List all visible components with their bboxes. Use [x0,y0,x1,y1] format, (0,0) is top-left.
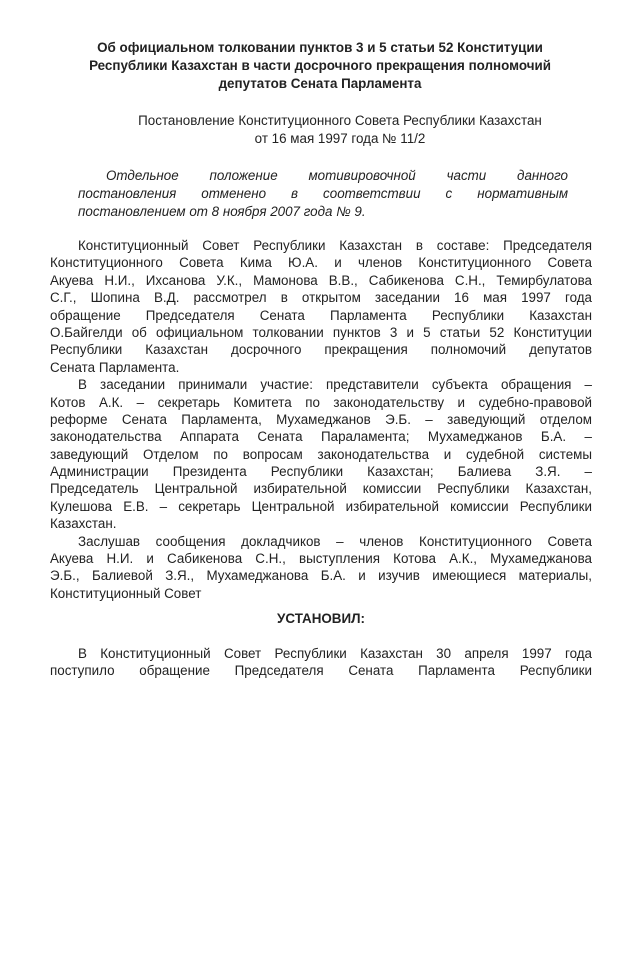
paragraph-line: Сената Парламента. [50,359,180,375]
paragraph-line: Конституционного Совета Кима Ю.А. и членов Конституционного Совета [50,255,592,271]
paragraph-line: заведующий Отделом по вопросам законодательства и судебной системы [50,446,592,462]
amendment-note [78,167,568,221]
paragraph-line: Акуева Н.И., Ихсанова У.К., Мамонова В.В., Сабикенова С.Н., Темирбулатова [50,272,592,288]
paragraph-line: Котов А.К. – секретарь Комитета по законодательству и судебно-правовой [50,394,592,410]
paragraph-line: обращение Председателя Сената Парламента Республики Казахстан [50,307,592,323]
paragraph-line: Заслушав сообщения докладчиков – членов Конституционного Совета [78,533,592,549]
note-line: Отдельное положение мотивировочной части данного [106,168,568,183]
paragraph-line: Конституционный Совет [50,585,202,601]
paragraph-line: реформе Сената Парламента, Мухамеджанов Э.Б. – заведующий отделом [50,411,592,427]
paragraph-line: Кулешова Е.В. – секретарь Центральной избирательной комиссии Республики [50,498,592,514]
title-line: Республики Казахстан в части досрочного прекращения полномочий [89,58,551,73]
paragraph-line: В заседании принимали участие: представители субъекта обращения – [78,377,592,393]
paragraph-line: Администрации Президента Республики Казахстан; Балиева З.Я. – [50,464,592,480]
document-title [40,39,600,93]
resolution-subtitle [60,112,620,148]
subtitle-line: от 16 мая 1997 года № 11/2 [254,131,426,146]
document-body [50,237,592,680]
paragraph-line: Акуева Н.И. и Сабикенова С.Н., выступления Котова А.К., Мухамеджанова [50,551,592,567]
paragraph [50,533,592,603]
section-heading: УСТАНОВИЛ: [277,611,365,627]
paragraph [50,376,592,533]
paragraph-line: Э.Б., Балиевой З.Я., Мухамеджанова Б.А. и изучив имеющиеся материалы, [50,568,592,584]
paragraph-line: В Конституционный Совет Республики Казахстан 30 апреля 1997 года [78,646,592,661]
title-line: депутатов Сената Парламента [218,76,422,91]
title-line: Об официальном толковании пунктов 3 и 5 статьи 52 Конституции [97,40,543,55]
paragraph-line: Председатель Центральной избирательной комиссии Республики Казахстан, [50,481,592,497]
paragraph [50,645,592,680]
paragraph-line: С.Г., Шопина В.Д. рассмотрел в открытом заседании 16 мая 1997 года [50,290,592,306]
note-line: постановлением от 8 ноября 2007 года № 9. [78,204,366,219]
paragraph-line: Конституционный Совет Республики Казахстан в составе: Председателя [78,238,592,253]
note-line: постановления отменено в соответствии с нормативным [78,186,568,201]
paragraph [50,237,592,376]
paragraph-line: Казахстан. [50,516,117,532]
subtitle-line: Постановление Конституционного Совета Республики Казахстан [138,113,542,128]
paragraph-line: законодательства Аппарата Сената Параламента; Мухамеджанов Б.А. – [50,429,592,445]
paragraph-line: поступило обращение Председателя Сената Парламента Республики [50,663,592,679]
paragraph-line: Республики Казахстан досрочного прекращения полномочий депутатов [50,342,592,358]
paragraph-line: О.Байгелди об официальном толковании пунктов 3 и 5 статьи 52 Конституции [50,324,592,340]
